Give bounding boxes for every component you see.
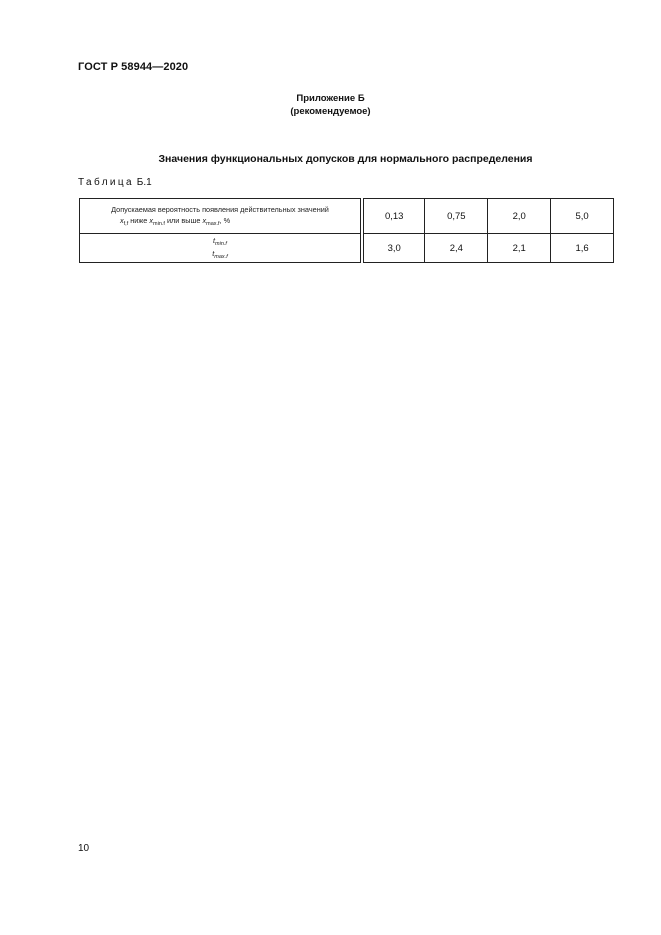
table-row [80, 199, 614, 234]
probability-label-cell [80, 199, 363, 234]
tolerance-value: 2,4 [425, 234, 488, 263]
probability-value: 0,13 [362, 199, 425, 234]
tolerance-value: 1,6 [551, 234, 614, 263]
tolerance-value: 3,0 [362, 234, 425, 263]
table-row [80, 234, 614, 263]
document-code: ГОСТ Р 58944—2020 [78, 61, 189, 73]
table-caption-word: Таблица [78, 177, 135, 188]
appendix-title-block [0, 92, 661, 118]
table-caption-number: Б.1 [136, 177, 152, 188]
appendix-subtitle: (рекомендуемое) [290, 106, 371, 117]
probability-value: 2,0 [488, 199, 551, 234]
table-caption [78, 177, 152, 188]
probability-value: 5,0 [551, 199, 614, 234]
probability-label-line2: $x_{f,f}$ ниже $x_{min.f}$ или выше $x_{max.f}$, % [120, 216, 231, 227]
page-number: 10 [78, 843, 90, 854]
tolerance-label-cell [80, 234, 363, 263]
appendix-title: Приложение Б [296, 93, 365, 104]
tolerance-label-tmax: $t_{max.f}$ [212, 249, 228, 260]
tolerance-label-tmin: $t_{min.f}$ [213, 236, 227, 247]
section-heading: Значения функциональных допусков для нормального распределения [158, 153, 533, 165]
probability-value: 0,75 [425, 199, 488, 234]
tolerance-table [79, 198, 614, 263]
probability-label-line1: Допускаемая вероятность появления действительных значений [111, 205, 329, 214]
tolerance-value: 2,1 [488, 234, 551, 263]
